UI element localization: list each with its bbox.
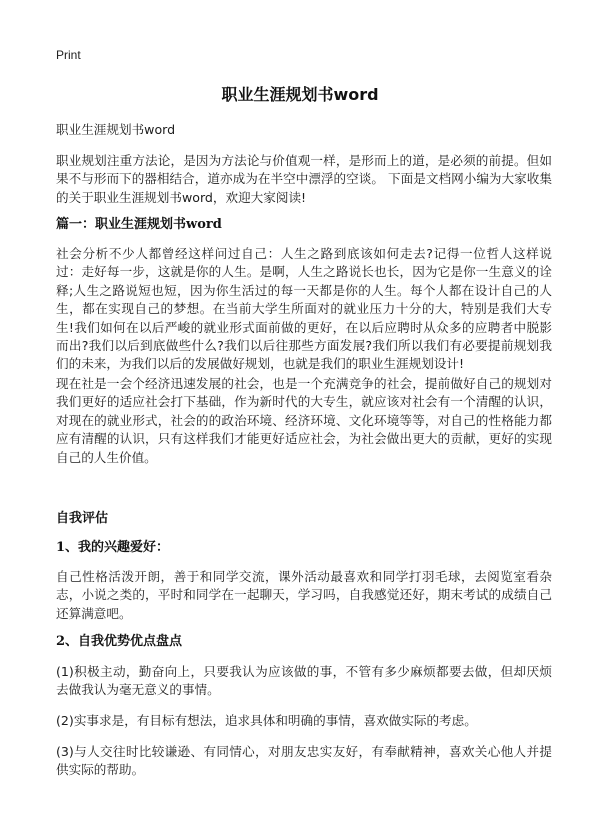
strength-item: (1)积极主动，勤奋向上，只要我认为应该做的事，不管有多少麻烦都要去做，但却厌烦去做我认为毫无意义的事情。	[56, 664, 552, 698]
document-title: 职业生涯规划书word	[221, 85, 379, 104]
strength-item: (2)实事求是，有目标有想法，追求具体和明确的事情，喜欢做实际的考虑。	[56, 713, 477, 728]
document-subtitle: 职业生涯规划书word	[56, 122, 176, 137]
print-link[interactable]: Print	[56, 48, 81, 62]
hobby-heading: 1、我的兴趣爱好：	[56, 540, 170, 555]
section-heading: 篇一：职业生涯规划书word	[56, 217, 222, 232]
body-paragraph: 社会分析不少人都曾经这样问过自己：人生之路到底该如何走去?记得一位哲人这样说过：走好每一步，这就是你的人生。是啊，人生之路说长也长，因为它是你一生意义的诠释;人生之路说短也短，因为你生活过的每一天都是你的人生。每个人都在设计自己的人生，都在实现自己的梦想。在当前大学生所面对的就业压力十分的大，特别是我们大专生!我们如何在以后严峻的就业形式面前做的更好，在以后应聘时从众多的应聘者中脱影而出?我们以后到底做些什么?我们以后往那些方面发展?我们所以我们有必要提前规划我们的未来，为我们以后的发展做好规划，也就是我们的职业生涯规划设计!	[56, 246, 552, 372]
hobby-paragraph: 自己性格活泼开朗，善于和同学交流，课外活动最喜欢和同学打羽毛球，去阅览室看杂志，小说之类的，平时和同学在一起聊天，学习吗，自我感觉还好，期末考试的成绩自己还算满意吧。	[56, 569, 552, 621]
body-paragraph: 现在社是一会个经济迅速发展的社会，也是一个充满竞争的社会，提前做好自己的规划对我们更好的适应社会打下基础，作为新时代的大专生，就应该对社会有一个清醒的认识，对现在的就业形式，社会的的政治环境、经济环境、文化环境等等，对自己的性格能力都应有清醒的认识，只有这样我们才能更好适应社会，为社会做出更大的贡献，更好的实现自己的人生价值。	[56, 376, 552, 465]
strength-item: (3)与人交往时比较谦逊、有同情心，对朋友忠实友好，有奉献精神，喜欢关心他人并提供实际的帮助。	[56, 744, 552, 778]
strengths-heading: 2、自我优势优点盘点	[56, 634, 183, 649]
intro-paragraph: 职业规划注重方法论，是因为方法论与价值观一样，是形而上的道，是必须的前提。但如果不与形而下的器相结合，道亦成为在半空中漂浮的空谈。 下面是文档网小编为大家收集的关于职业生涯规划书word，欢迎大家阅读!	[56, 153, 552, 205]
self-evaluation-heading: 自我评估	[56, 511, 109, 526]
